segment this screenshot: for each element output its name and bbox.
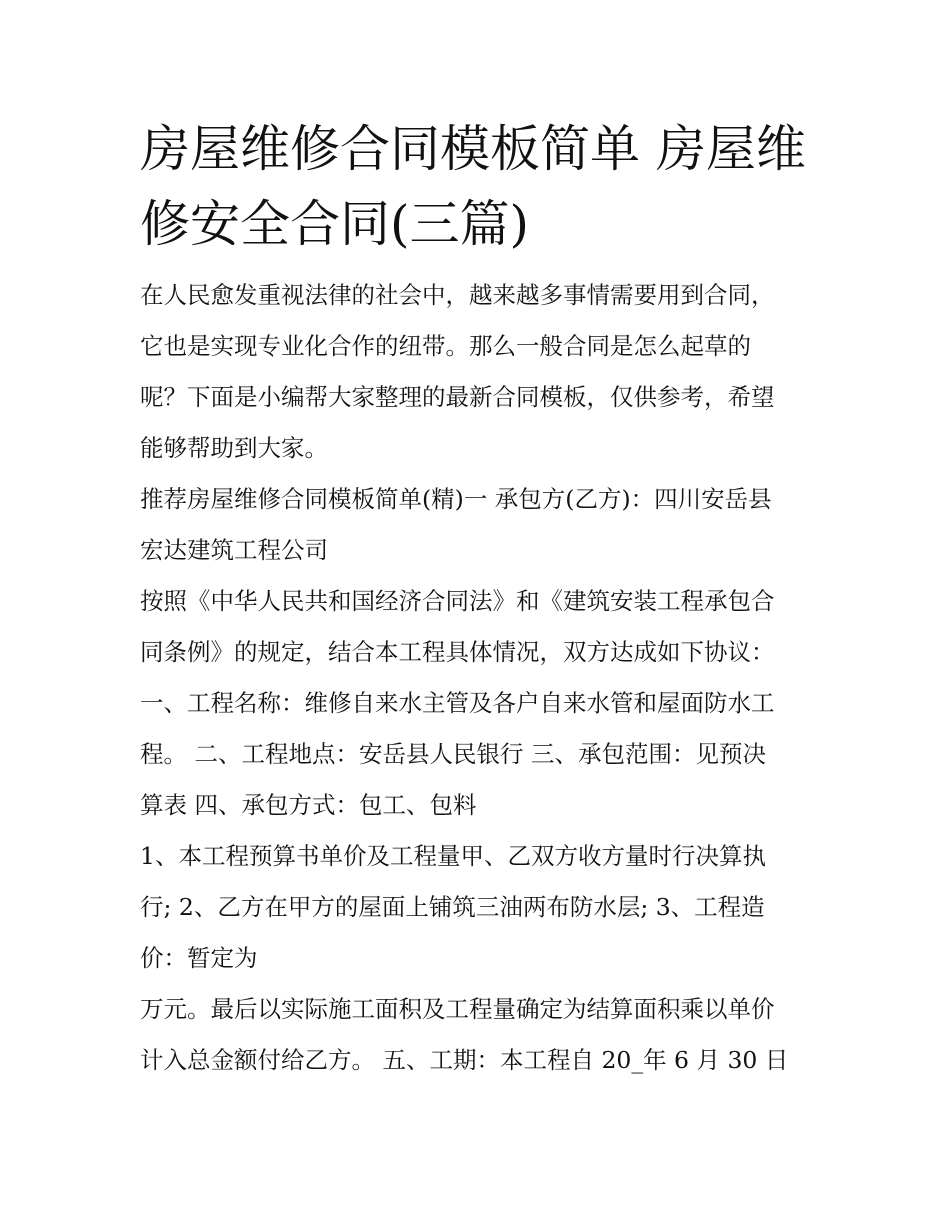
text-line: 行; 2、乙方在甲方的屋面上铺筑三油两布防水层; 3、工程造 (140, 893, 765, 921)
text-line: 在人民愈发重视法律的社会中，越来越多事情需要用到合同， (140, 281, 775, 309)
text-line: 呢？下面是小编帮大家整理的最新合同模板，仅供参考，希望 (140, 383, 775, 411)
title-line: 房屋维修合同模板简单 房屋维 (140, 120, 806, 178)
text-line: 价：暂定为 (140, 944, 258, 972)
agreement-paragraph (140, 576, 820, 831)
text-line: 程。 二、工程地点：安岳县人民银行 三、承包范围：见预决 (140, 740, 766, 768)
text-line: 计入总金额付给乙方。 五、工期：本工程自 20_年 6 月 30 日 (140, 1046, 789, 1074)
text-line: 一、工程名称：维修自来水主管及各户自来水管和屋面防水工 (140, 689, 775, 717)
text-line: 万元。最后以实际施工面积及工程量确定为结算面积乘以单价 (140, 995, 775, 1023)
text-line: 宏达建筑工程公司 (140, 536, 328, 564)
contractor-paragraph (140, 474, 820, 576)
document-title (140, 112, 820, 262)
text-line: 推荐房屋维修合同模板简单(精)一 承包方(乙方)：四川安岳县 (140, 485, 772, 513)
text-line: 按照《中华人民共和国经济合同法》和《建筑安装工程承包合 (140, 587, 775, 615)
text-line: 能够帮助到大家。 (140, 434, 328, 462)
document-body (140, 112, 820, 1086)
terms-paragraph (140, 831, 820, 984)
text-line: 同条例》的规定，结合本工程具体情况，双方达成如下协议： (140, 638, 775, 666)
text-line: 1、本工程预算书单价及工程量甲、乙双方收方量时行决算执 (140, 842, 766, 870)
text-line: 算表 四、承包方式：包工、包料 (140, 791, 477, 819)
intro-paragraph (140, 270, 820, 474)
settlement-paragraph (140, 984, 820, 1086)
title-line: 修安全合同(三篇) (140, 195, 530, 253)
text-line: 它也是实现专业化合作的纽带。那么一般合同是怎么起草的 (140, 332, 751, 360)
